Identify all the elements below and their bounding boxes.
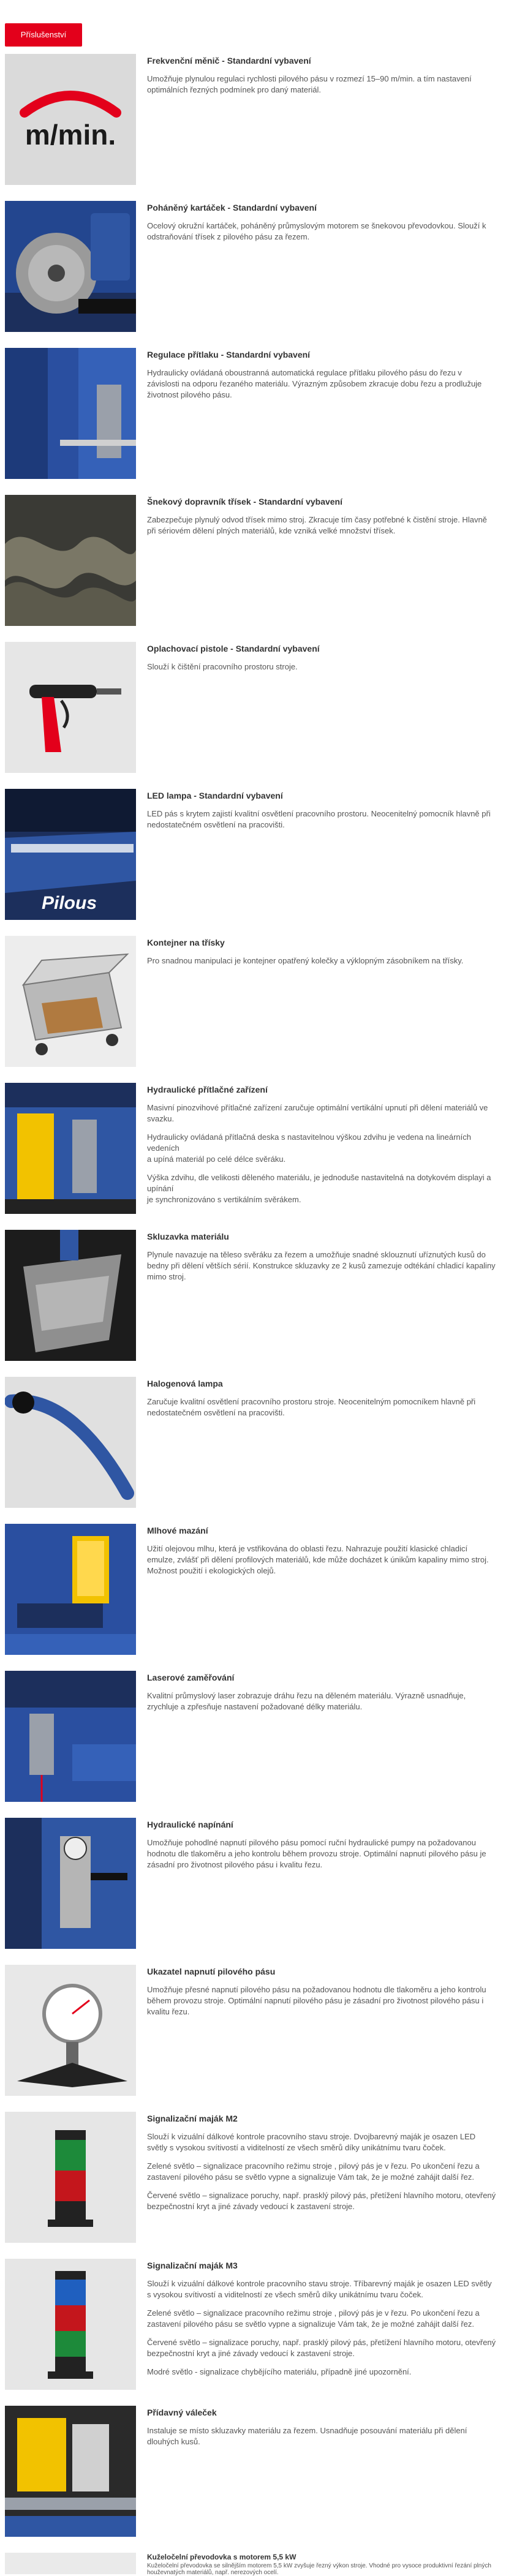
item-title: Skluzavka materiálu — [147, 1232, 229, 1241]
item-description: Umožňuje pohodlné napnutí pilového pásu pomocí ruční hydraulické pumpy na požadovanou hodnotu dle tlakoměru a jeho kontrolu během provozu stroje. Optimální napnutí pilového pásu je zásadní pro životnost pilového pásu i kvalitu řezu. — [147, 1838, 486, 1869]
item-description: Slouží k čištění pracovního prostoru stroje. — [147, 662, 298, 671]
item-description: Slouží k vizuální dálkové kontrole pracovního stavu stroje. Tříbarevný maják je osazen LED světly s vysokou svítivostí a viditelností ze všech směrů díky unikátnímu tvaru čoček. — [147, 2279, 492, 2299]
item-description: Modré světlo - signalizace chybějícího materiálu, případně jiné upozornění. — [147, 2367, 412, 2376]
item-title: Mlhové mazání — [147, 1526, 208, 1535]
item-title: Kontejner na třísky — [147, 938, 225, 947]
item-title: Šnekový dopravník třísek - Standardní vybavení — [147, 497, 342, 507]
item-description: LED pás s krytem zajistí kvalitní osvětlení pracovního prostoru. Neocenitelný pomocník hlavně při nedostatečném osvětlení na pracovišti. — [147, 809, 491, 829]
item-title: Frekvenční měnič - Standardní vybavení — [147, 56, 311, 66]
mist-lubrication-image — [5, 1524, 136, 1655]
item-description: Slouží k vizuální dálkové kontrole pracovního stavu stroje. Dvojbarevný maják je osazen LED světly s vysokou svítivostí a viditelností ze všech směrů díky unikátnímu tvaru čoček. — [147, 2132, 476, 2152]
item-description: Kvalitní průmyslový laser zobrazuje dráhu řezu na děleném materiálu. Výrazně usnadňuje, zrychluje a zpřesňuje nastavení požadované délky materiálu. — [147, 1691, 466, 1711]
item-description: Masivní pinozvihové přítlačné zařízení zaručuje optimální vertikální upnutí při dělení materiálů ve svazku. — [147, 1103, 488, 1123]
tension-indicator-image — [5, 1965, 136, 2096]
item-title: Halogenová lampa — [147, 1379, 223, 1388]
item-description: Zelené světlo – signalizace pracovního režimu stroje , pilový pás je v řezu. Po ukončení řezu a zastavení pilového pásu se světlo vypne a signalizuje Vám tak, že je možné zahájit další řez. — [147, 2308, 480, 2329]
item-description: Výška zdvihu, dle velikosti děleného materiálu, je jednoduše nastavitelná na dotykovém displayi a upínání je synchronizováno s vertikálním svěrákem. — [147, 1173, 491, 1204]
speed-unit-label: m/min. — [25, 119, 116, 151]
item-title: LED lampa - Standardní vybavení — [147, 791, 283, 800]
item-title: Hydraulické přítlačné zařízení — [147, 1085, 268, 1094]
extra-roller-image — [5, 2406, 136, 2537]
item-description: Červené světlo – signalizace poruchy, např. prasklý pilový pás, přetížení hlavního motoru, otevřený bezpečnostní kryt a jiné závady vedoucí k zastavení stroje. — [147, 2191, 496, 2211]
item-description: Umožňuje plynulou regulaci rychlosti pilového pásu v rozmezí 15–90 m/min. a tím nastavení optimálních řezných podmínek pro daný materiál. — [147, 74, 472, 94]
driven-brush-image — [5, 201, 136, 332]
item-title: Laserové zaměřování — [147, 1673, 235, 1682]
hydraulic-tensioning-image — [5, 1818, 136, 1949]
item-description: Instaluje se místo skluzavky materiálu za řezem. Usnadňuje posouvání materiálu při dělení dlouhých kusů. — [147, 2426, 467, 2446]
item-title: Poháněný kartáček - Standardní vybavení — [147, 203, 317, 213]
brand-label: Pilous — [42, 893, 97, 913]
led-lamp-image — [5, 789, 136, 920]
item-description: Ocelový okružní kartáček, poháněný průmyslovým motorem se šnekovou převodovkou. Slouží k odstraňování třísek z pilového pásu za řezem. — [147, 221, 486, 241]
signal-beacon-m2-image — [5, 2112, 136, 2243]
item-title: Signalizační maják M2 — [147, 2114, 238, 2123]
item-title: Oplachovací pistole - Standardní vybavení — [147, 644, 320, 653]
item-title: Přídavný váleček — [147, 2408, 217, 2417]
halogen-lamp-image — [5, 1377, 136, 1508]
material-chute-image — [5, 1230, 136, 1361]
item-description: Zaručuje kvalitní osvětlení pracovního prostoru stroje. Neocenitelným pomocníkem hlavně při nedostatečném osvětlení na pracovišti. — [147, 1397, 476, 1417]
pressure-regulation-image — [5, 348, 136, 479]
item-title: Hydraulické napínání — [147, 1820, 233, 1829]
item-title: Signalizační maják M3 — [147, 2261, 238, 2270]
item-title: Kuželočelní převodovka s motorem 5,5 kW — [147, 2553, 296, 2561]
item-description: Zabezpečuje plynulý odvod třísek mimo stroj. Zkracuje tím časy potřebné k čistění stroje. Hlavně při sériovém dělení plných materiálů, kde vzniká velké množství třísek. — [147, 515, 487, 535]
bevel-gearbox-image — [5, 2553, 136, 2574]
item-description: Hydraulicky ovládaná oboustranná automatická regulace přítlaku pilového pásu do řezu v závislosti na odporu řezaného materiálu. Výrazným způsobem zkracuje dobu řezu a prodlužuje životnost pilového pásu. — [147, 368, 482, 399]
item-description: Hydraulicky ovládaná přítlačná deska s nastavitelnou výškou zdvihu je vedena na lineárních vedeních a upíná materiál po celé délce svěráku. — [147, 1132, 471, 1164]
chip-conveyor-image — [5, 495, 136, 626]
item-description: Kuželočelní převodovka se silnějším motorem 5,5 kW zvyšuje řezný výkon stroje. Vhodné pro vysoce produktivní řezání plných houževnatých materiálů, např. nerezových ocelí. — [147, 2563, 491, 2576]
item-description: Užití olejovou mlhu, která je vstřikována do oblasti řezu. Nahrazuje použití klasické chladicí emulze, zvlášť při dělení profilových materiálů, kde může docházet k únikům kapaliny mimo stroj. Možnost použití i ekologických olejů. — [147, 1544, 489, 1575]
item-description: Umožňuje přesné napnutí pilového pásu na požadovanou hodnotu dle tlakoměru a jeho kontrolu během provozu stroje. Optimální napnutí pilového pásu je zásadní pro životnost pilového pásu i kvalitu řezu. — [147, 1985, 486, 2016]
item-description: Červené světlo – signalizace poruchy, např. prasklý pilový pás, přetížení hlavního motoru, otevřený bezpečnostní kryt a jiné závady vedoucí k zastavení stroje. — [147, 2338, 496, 2358]
rinse-gun-image — [5, 642, 136, 773]
chip-container-image — [5, 936, 136, 1067]
item-title: Ukazatel napnutí pilového pásu — [147, 1967, 276, 1976]
laser-guide-image — [5, 1671, 136, 1802]
category-tag: Příslušenství — [5, 23, 82, 47]
signal-beacon-m3-image — [5, 2259, 136, 2390]
hydraulic-clamping-image — [5, 1083, 136, 1214]
item-title: Regulace přítlaku - Standardní vybavení — [147, 350, 311, 360]
item-description: Zelené světlo – signalizace pracovního režimu stroje , pilový pás je v řezu. Po ukončení řezu a zastavení pilového pásu se světlo vypne a signalizuje Vám tak, že je možné zahájit další řez. — [147, 2161, 480, 2182]
item-description: Pro snadnou manipulaci je kontejner opatřený kolečky a výklopným zásobníkem na třísky. — [147, 956, 464, 965]
frequency-converter-image — [5, 54, 136, 185]
item-description: Plynule navazuje na těleso svěráku za řezem a umožňuje snadné sklouznutí uříznutých kusů do bedny při dělení větších sérií. Konstrukce skluzavky ze 2 kusů zamezuje odtékání chladicí kapaliny mimo stroj. — [147, 1250, 496, 1281]
